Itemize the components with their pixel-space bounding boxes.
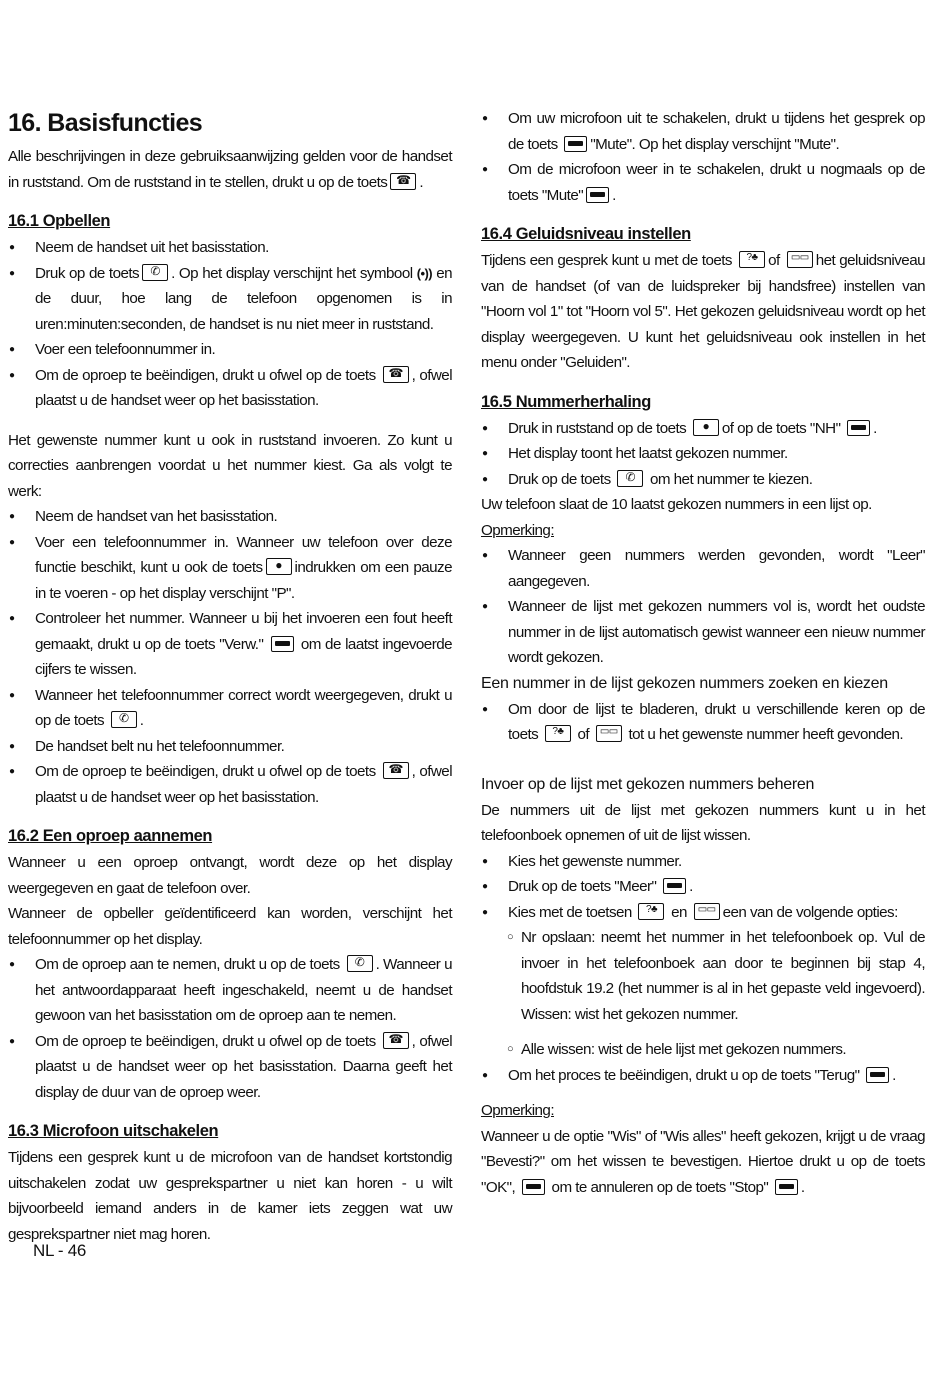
section-heading-16-4: 16.4 Geluidsniveau instellen (481, 225, 691, 243)
list-item: ● Controleer het nummer. Wanneer u bij het invoeren een fout heeft gemaakt, drukt u op de toets "Verw." om de laatst ingevoerde cijfers te wissen. (8, 606, 452, 683)
list-item: ○ Nr opslaan: neemt het nummer in het telefoonboek op. Vul de invoer in het telefoonboek aan door te beginnen bij stap 4, hoofdstuk 19.2 (het nummer is al in het gepaste veld ingevoerd). Wissen: wist het gekozen nummer. (481, 925, 925, 1027)
end-call-key-icon: ☎ (390, 173, 416, 190)
list-item: ● Om het proces te beëindigen, drukt u op de toets "Terug" . (481, 1063, 925, 1089)
intro-text: Alle beschrijvingen in deze gebruiksaanwijzing gelden voor de handset in ruststand. Om de ruststand in te stellen, drukt u op de toets ☎ . (8, 148, 452, 191)
softkey-icon (663, 878, 686, 894)
list-item: ● Kies het gewenste nummer. (481, 849, 925, 875)
paragraph: Tijdens een gesprek kunt u de microfoon van de handset kortstondig uitschakelen zodat uw gesprekspartner u niet kan horen - u wilt bijvoorbeeld iemand anders in de kamer iets zeggen wat uw gesprekspartner niet mag horen. (8, 1149, 452, 1243)
paragraph: De nummers uit de lijst met gekozen nummers kunt u in het telefoonboek opnemen of uit de lijst wissen. (481, 801, 925, 844)
softkey-icon (866, 1067, 889, 1083)
left-column (8, 104, 452, 1247)
volume-up-key-icon: ?♣ (739, 251, 765, 268)
list-item: ● Druk op de toets "Meer" . (481, 874, 925, 900)
list-zoeken (481, 697, 925, 748)
paragraph: Wanneer u een oproep ontvangt, wordt deze op het display weergegeven en gaat de telefoon over. (8, 854, 452, 897)
list-nummerherhaling (481, 416, 925, 493)
note-label: Opmerking: (481, 521, 554, 539)
list-item: ● Druk in ruststand op de toets ● of op de toets "NH" . (481, 416, 925, 442)
softkey-icon (847, 420, 870, 436)
signal-symbol-icon: (•)) (416, 265, 433, 281)
end-call-key-icon: ☎ (383, 366, 409, 383)
list-item: ● Voer een telefoonnummer in. (8, 337, 452, 363)
note-label: Opmerking: (481, 1102, 554, 1119)
volume-up-key-icon: ?♣ (545, 725, 571, 742)
talk-key-icon: ✆ (111, 711, 137, 728)
list-opbellen (8, 235, 452, 414)
volume-up-key-icon: ?♣ (638, 903, 664, 920)
subheading-zoeken: Een nummer in de lijst gekozen nummers zoeken en kiezen (481, 674, 888, 692)
list-item: ● Om de oproep te beëindigen, drukt u ofwel op de toets ☎ , ofwel plaatst u de handset weer op het basisstation. (8, 363, 452, 414)
softkey-icon (775, 1179, 798, 1195)
end-call-key-icon: ☎ (383, 762, 409, 779)
end-call-key-icon: ☎ (383, 1032, 409, 1049)
softkey-icon (522, 1179, 545, 1195)
page-number: NL - 46 (33, 1241, 87, 1260)
list-item: ● Het display toont het laatst gekozen nummer. (481, 441, 925, 467)
softkey-icon (564, 136, 587, 152)
talk-key-icon: ✆ (347, 955, 373, 972)
list-item: ○ Alle wissen: wist de hele lijst met gekozen nummers. (481, 1037, 925, 1063)
list-ruststand (8, 504, 452, 810)
talk-key-icon: ✆ (617, 470, 643, 487)
list-item: ● Wanneer geen nummers werden gevonden, wordt "Leer" aangegeven. (481, 543, 925, 594)
section-heading-16-1: 16.1 Opbellen (8, 212, 111, 230)
list-item: ● Druk op de toets ✆ . Op het display verschijnt het symbool (•)) en de duur, hoe lang de telefoon opgenomen is in uren:minuten:seconden, de handset is nu niet meer in ruststand. (8, 261, 452, 338)
list-item: ● Neem de handset uit het basisstation. (8, 235, 452, 261)
paragraph: Tijdens een gesprek kunt u met de toets ?♣ of ▭▭ het geluidsniveau van de handset (of van de luidspreker bij handsfree) instellen van "Hoorn vol 1" tot "Hoorn vol 5". Het gekozen geluidsniveau wordt op het display weergegeven. U kunt het geluidsniveau ook instellen in het menu onder "Geluiden". (481, 252, 925, 371)
section-heading-16-2: 16.2 Een oproep aannemen (8, 827, 213, 845)
talk-key-icon: ✆ (142, 264, 168, 281)
subheading-beheren: Invoer op de lijst met gekozen nummers beheren (481, 775, 815, 793)
list-item: ● Om door de lijst te bladeren, drukt u verschillende keren op de toets ?♣ of ▭▭ tot u het gewenste nummer heeft gevonden. (481, 697, 925, 748)
list-mute (481, 106, 925, 208)
section-heading-16-3: 16.3 Microfoon uitschakelen (8, 1122, 219, 1140)
pause-key-icon: ● (266, 558, 292, 575)
list-item: ● Voer een telefoonnummer in. Wanneer uw telefoon over deze functie beschikt, kunt u ook de toets ● indrukken om een pauze in te voeren - op het display verschijnt "P". (8, 530, 452, 607)
list-item: ● Wanneer het telefoonnummer correct wordt weergegeven, drukt u op de toets ✆ . (8, 683, 452, 734)
redial-key-icon: ● (693, 419, 719, 436)
paragraph: Wanneer de opbeller geïdentificeerd kan worden, verschijnt het telefoonnummer op het display. (8, 905, 452, 948)
paragraph: Uw telefoon slaat de 10 laatst gekozen nummers in een lijst op. (481, 496, 872, 513)
list-item: ● Om uw microfoon uit te schakelen, drukt u tijdens het gesprek op de toets "Mute". Op het display verschijnt "Mute". (481, 106, 925, 157)
list-item: ● Neem de handset van het basisstation. (8, 504, 452, 530)
list-aannemen (8, 952, 452, 1105)
list-item: ● Om de microfoon weer in te schakelen, drukt u nogmaals op de toets "Mute" . (481, 157, 925, 208)
phonebook-key-icon: ▭▭ (596, 725, 622, 742)
list-beheren (481, 849, 925, 926)
softkey-icon (271, 636, 294, 652)
list-item: ● Kies met de toetsen ?♣ en ▭▭ een van de volgende opties: (481, 900, 925, 926)
list-item: ● De handset belt nu het telefoonnummer. (8, 734, 452, 760)
paragraph: Wanneer u de optie "Wis" of "Wis alles" heeft gekozen, krijgt u de vraag "Bevesti?" om het wissen te bevestigen. Hiertoe drukt u op de toets "OK", om te annuleren op de toets "Stop" . (481, 1127, 925, 1196)
list-item: ● Om de oproep te beëindigen, drukt u ofwel op de toets ☎ , ofwel plaatst u de handset weer op het basisstation. (8, 759, 452, 810)
list-item: ● Druk op de toets ✆ om het nummer te kiezen. (481, 467, 925, 493)
page-title: 16. Basisfuncties (8, 109, 203, 137)
phonebook-key-icon: ▭▭ (787, 251, 813, 268)
list-item: ● Om de oproep aan te nemen, drukt u op de toets ✆ . Wanneer u het antwoordapparaat heeft ingeschakeld, neemt u de handset gewoon van het basisstation om de oproep aan te nemen. (8, 952, 452, 1029)
list-notes (481, 543, 925, 671)
list-item: ● Om de oproep te beëindigen, drukt u ofwel op de toets ☎ , ofwel plaatst u de handset weer op het basisstation. Daarna geeft het display de duur van de oproep weer. (8, 1029, 452, 1106)
list-beeindigen (481, 1063, 925, 1089)
right-column (481, 106, 925, 1200)
list-options (481, 925, 925, 1063)
list-item: ● Wanneer de lijst met gekozen nummers vol is, wordt het oudste nummer in de lijst automatisch gewist wanneer een nieuw nummer wordt gekozen. (481, 594, 925, 671)
section-heading-16-5: 16.5 Nummerherhaling (481, 392, 651, 411)
softkey-icon (586, 187, 609, 203)
paragraph: Het gewenste nummer kunt u ook in ruststand invoeren. Zo kunt u correcties aanbrengen voordat u het nummer kiest. Ga als volgt te werk: (8, 431, 452, 500)
phonebook-key-icon: ▭▭ (694, 903, 720, 920)
